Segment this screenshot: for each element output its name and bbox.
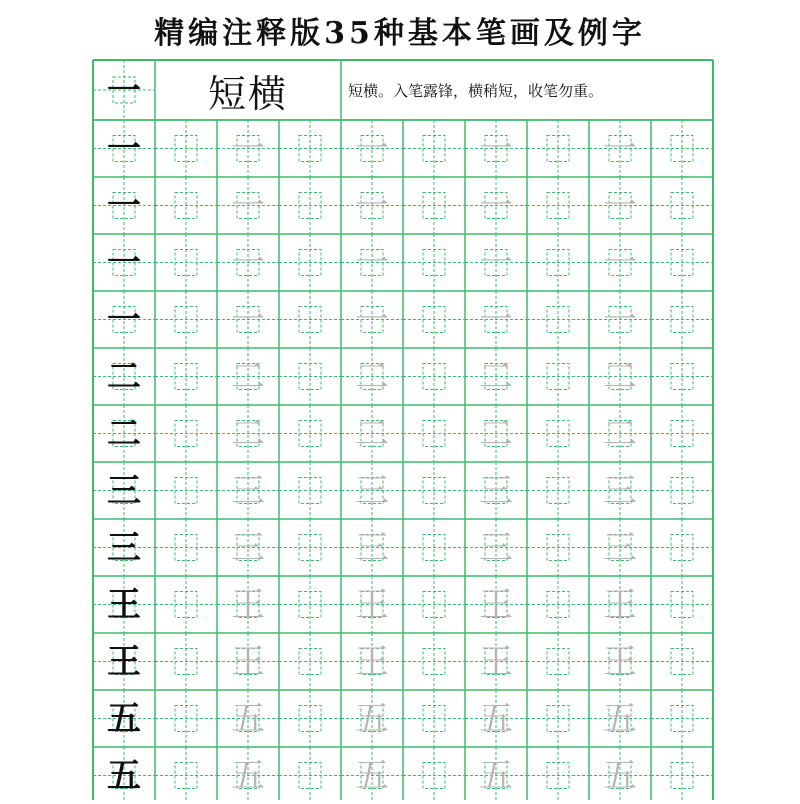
trace-char: 二 [231,356,265,397]
model-char: 二 [107,413,141,454]
model-char: 王 [107,584,141,625]
trace-char: 王 [231,641,265,682]
trace-char: 一 [355,128,389,169]
stroke-note: 短横。入笔露锋，横稍短，收笔勿重。 [348,81,604,100]
trace-char: 王 [479,584,513,625]
model-char: 一 [107,128,141,169]
model-char: 王 [107,641,141,682]
trace-char: 二 [479,413,513,454]
model-char: 一 [107,185,141,226]
trace-char: 一 [479,299,513,340]
model-char: 一 [107,242,141,283]
trace-char: 王 [355,641,389,682]
page-title: 精编注释版35种基本笔画及例字 [154,16,646,51]
trace-char: 五 [479,755,513,796]
trace-char: 一 [231,185,265,226]
trace-char: 五 [479,698,513,739]
trace-char: 二 [355,413,389,454]
header-model-char: 一 [107,70,141,111]
trace-char: 三 [355,527,389,568]
model-char: 三 [107,527,141,568]
trace-char: 王 [355,584,389,625]
trace-char: 三 [479,527,513,568]
trace-char: 一 [355,299,389,340]
trace-char: 二 [603,356,637,397]
trace-char: 三 [603,470,637,511]
model-char: 三 [107,470,141,511]
trace-char: 五 [355,755,389,796]
trace-char: 五 [231,698,265,739]
trace-char: 王 [603,641,637,682]
stroke-name: 短横 [207,71,288,116]
model-char: 二 [107,356,141,397]
trace-char: 三 [231,470,265,511]
trace-char: 三 [231,527,265,568]
trace-char: 一 [355,242,389,283]
trace-char: 三 [479,470,513,511]
trace-char: 三 [355,470,389,511]
trace-char: 一 [231,242,265,283]
model-char: 五 [107,755,141,796]
trace-char: 二 [355,356,389,397]
trace-char: 王 [603,584,637,625]
trace-char: 王 [479,641,513,682]
trace-char: 一 [231,299,265,340]
trace-char: 一 [231,128,265,169]
trace-char: 一 [479,242,513,283]
trace-char: 一 [479,185,513,226]
model-char: 五 [107,698,141,739]
trace-char: 五 [603,755,637,796]
trace-char: 二 [479,356,513,397]
trace-char: 王 [231,584,265,625]
trace-char: 一 [603,185,637,226]
trace-char: 二 [603,413,637,454]
trace-char: 一 [355,185,389,226]
trace-char: 五 [603,698,637,739]
trace-char: 一 [603,242,637,283]
trace-char: 五 [231,755,265,796]
trace-char: 一 [479,128,513,169]
trace-char: 一 [603,299,637,340]
model-char: 一 [107,299,141,340]
trace-char: 二 [231,413,265,454]
trace-char: 五 [355,698,389,739]
trace-char: 一 [603,128,637,169]
trace-char: 三 [603,527,637,568]
